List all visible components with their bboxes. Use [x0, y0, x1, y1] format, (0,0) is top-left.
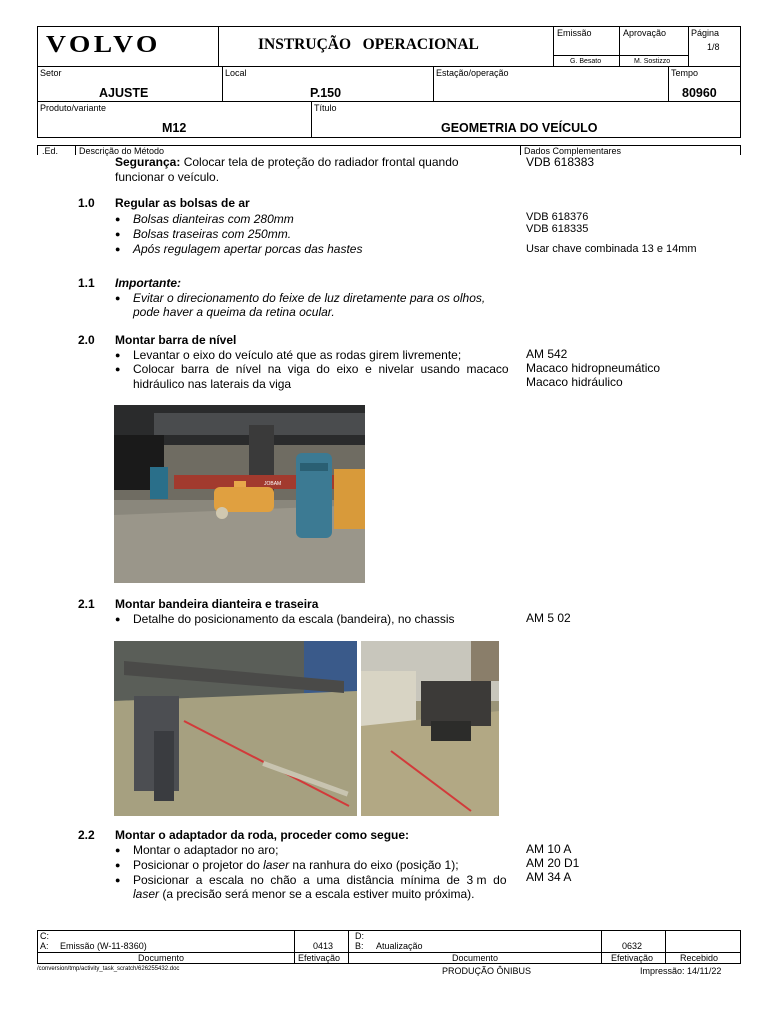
produto-label: Produto/variante: [40, 103, 107, 113]
aprovacao-label: Aprovação: [623, 28, 667, 38]
reference: AM 542: [526, 347, 568, 361]
list-item: Bolsas dianteiras com 280mm: [133, 212, 294, 226]
titulo-label: Título: [314, 103, 337, 113]
list-item: [133, 887, 474, 902]
divider: [37, 145, 38, 155]
list-item: hidráulico nas laterais da viga: [133, 377, 292, 391]
section-number: 2.2: [78, 828, 95, 842]
emissao-value: G. Besato: [570, 58, 602, 65]
setor-label: Setor: [40, 68, 62, 78]
bullet-icon: ●: [115, 845, 121, 855]
divider: [665, 930, 666, 964]
aprovacao-value: M. Sostizzo: [634, 58, 671, 65]
text: laser: [263, 858, 290, 872]
setor-value: AJUSTE: [99, 86, 149, 100]
divider: [294, 930, 295, 964]
list-item: Montar o adaptador no aro;: [133, 843, 279, 857]
footer-documento: Documento: [452, 953, 499, 963]
tempo-label: Tempo: [671, 68, 699, 78]
section-title: Importante:: [115, 276, 181, 290]
reference: AM 34 A: [526, 870, 572, 884]
list-item: Evitar o direcionamento do feixe de luz diretamente para os olhos,: [133, 291, 486, 305]
titulo-value: GEOMETRIA DO VEÍCULO: [441, 121, 598, 135]
bullet-icon: ●: [115, 875, 121, 885]
section-number: 1.0: [78, 196, 95, 210]
bullet-icon: ●: [115, 350, 121, 360]
divider: [218, 26, 219, 66]
divider: [601, 930, 602, 964]
divider: [433, 66, 434, 101]
reference: Usar chave combinada 13 e 14mm: [526, 243, 697, 255]
footer-a-label: A:: [40, 941, 49, 951]
section-title: Regular as bolsas de ar: [115, 196, 250, 210]
svg-text:JOBAM: JOBAM: [264, 481, 282, 487]
list-item: Levantar o eixo do veículo até que as rodas girem livremente;: [133, 348, 462, 362]
seguranca-line-1: [115, 155, 459, 170]
text: (a precisão será menor se a escala estiver muito próxima).: [159, 887, 475, 901]
divider: [688, 26, 689, 66]
photo-front-flag: [114, 641, 357, 816]
produto-value: M12: [162, 121, 187, 135]
list-item: Posicionar a escala no chão a uma distância mínima de 3 m do: [133, 873, 507, 887]
bullet-icon: ●: [115, 614, 121, 624]
seguranca-label: Segurança:: [115, 155, 181, 169]
footer-documento: Documento: [138, 953, 185, 963]
pagina-label: Página: [691, 28, 720, 38]
reference: AM 5 02: [526, 611, 571, 625]
bullet-icon: ●: [115, 244, 121, 254]
list-item: Bolsas traseiras com 250mm.: [133, 227, 292, 241]
footer-impressao: Impressão: 14/11/22: [640, 966, 722, 976]
footer-efetivacao: Efetivação: [298, 953, 341, 963]
text: Posicionar o projetor do: [133, 858, 264, 872]
footer-b-label: B:: [355, 941, 364, 951]
bullet-icon: ●: [115, 293, 121, 303]
divider: [553, 55, 688, 56]
divider: [619, 26, 620, 66]
volvo-logo: VOLVO: [46, 32, 161, 58]
seguranca-line-2: funcionar o veículo.: [115, 170, 220, 184]
document-title: INSTRUÇÃO OPERACIONAL: [258, 36, 479, 53]
divider: [740, 145, 741, 155]
text: na ranhura do eixo (posição 1);: [289, 858, 459, 872]
section-title: Montar barra de nível: [115, 333, 237, 347]
list-item: Após regulagem apertar porcas das hastes: [133, 242, 363, 256]
footer-file-path: /conversion/tmp/activity_task_scratch/626255432.doc: [37, 966, 180, 972]
photo-level-bar: [114, 405, 365, 583]
footer-b-text: Atualização: [376, 941, 423, 951]
estacao-label: Estação/operação: [436, 68, 509, 78]
divider: [668, 66, 669, 101]
reference: Macaco hidropneumático: [526, 361, 661, 375]
divider: [37, 101, 741, 102]
bullet-icon: ●: [115, 364, 121, 374]
local-value: P.150: [310, 86, 342, 100]
list-item: pode haver a queima da retina ocular.: [133, 305, 335, 319]
divider: [222, 66, 223, 101]
footer-d-label: D:: [355, 931, 364, 941]
seguranca-text: Colocar tela de proteção do radiador frontal quando: [180, 155, 459, 169]
reference: AM 20 D1: [526, 856, 580, 870]
local-label: Local: [225, 68, 247, 78]
reference: AM 10 A: [526, 842, 572, 856]
reference: VDB 618376: [526, 211, 589, 223]
divider: [553, 26, 554, 66]
seguranca-ref: VDB 618383: [526, 155, 595, 169]
footer-b-value: 0632: [622, 941, 643, 951]
footer-recebido: Recebido: [680, 953, 719, 963]
section-number: 2.0: [78, 333, 95, 347]
photo-rear-flag: [361, 641, 499, 816]
section-number: 2.1: [78, 597, 95, 611]
footer-efetivacao: Efetivação: [611, 953, 654, 963]
section-title: Montar o adaptador da roda, proceder como segue:: [115, 828, 410, 842]
footer-c-label: C:: [40, 931, 49, 941]
footer-producao: PRODUÇÃO ÔNIBUS: [442, 966, 532, 976]
footer-a-text: Emissão (W-11-8360): [60, 941, 147, 951]
bullet-icon: ●: [115, 214, 121, 224]
divider: [520, 145, 521, 155]
pagina-value: 1/8: [707, 42, 720, 52]
list-item: Detalhe do posicionamento da escala (bandeira), no chassis: [133, 612, 455, 626]
reference: VDB 618335: [526, 223, 589, 235]
divider: [75, 145, 76, 155]
divider: [37, 66, 741, 67]
emissao-label: Emissão: [557, 28, 592, 38]
reference: Macaco hidráulico: [526, 375, 623, 389]
section-title: Montar bandeira dianteira e traseira: [115, 597, 319, 611]
list-item: Colocar barra de nível na viga do eixo e nivelar usando macaco: [133, 362, 509, 376]
tempo-value: 80960: [682, 86, 717, 100]
bullet-icon: ●: [115, 229, 121, 239]
bullet-icon: ●: [115, 860, 121, 870]
text: laser: [133, 887, 160, 901]
column-dados: Dados Complementares: [524, 146, 622, 156]
section-number: 1.1: [78, 276, 95, 290]
column-ed: .Ed.: [42, 146, 59, 156]
column-descricao: Descrição do Método: [79, 146, 165, 156]
divider: [311, 101, 312, 138]
divider: [348, 930, 349, 964]
footer-a-value: 0413: [313, 941, 334, 951]
list-item: [133, 858, 459, 873]
